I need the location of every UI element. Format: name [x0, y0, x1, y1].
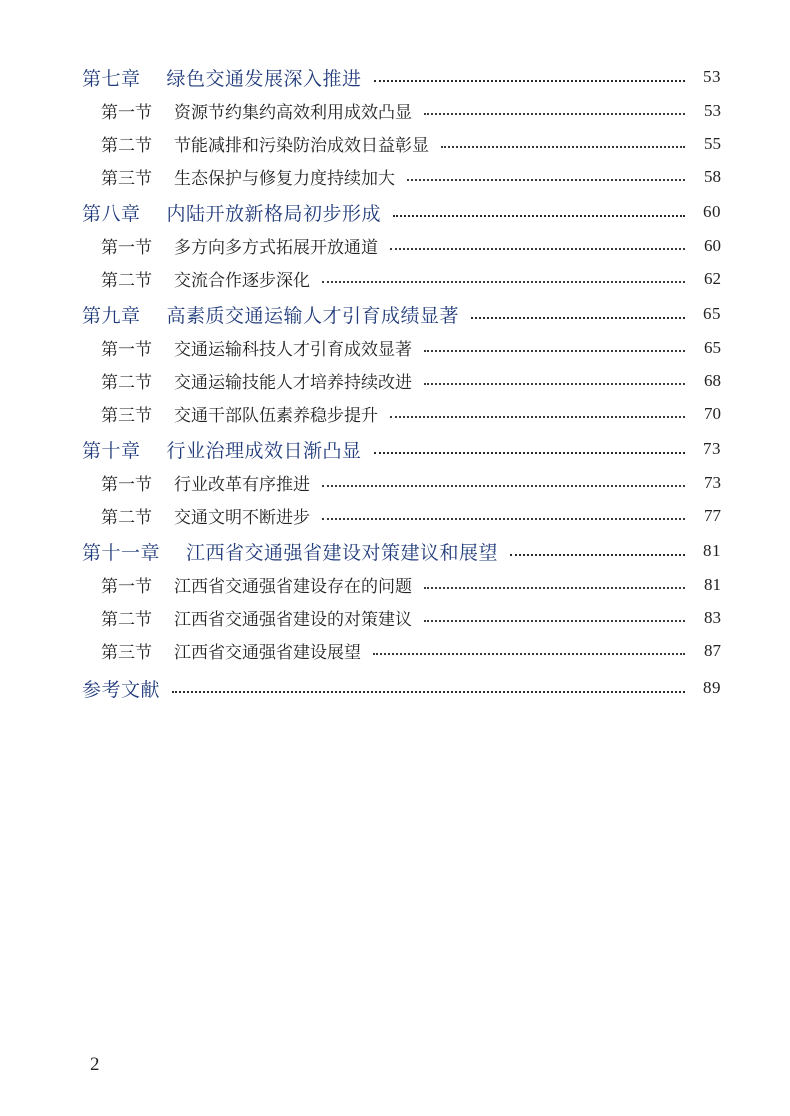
section-number: 第一节	[101, 238, 152, 258]
section-title: 交通文明不断进步	[174, 508, 310, 528]
toc-page-number: 58	[704, 166, 721, 186]
section-number: 第一节	[101, 340, 152, 360]
toc-page-number: 55	[704, 133, 721, 153]
chapter-number: 第七章	[82, 67, 141, 90]
toc-section-row[interactable]	[82, 127, 721, 160]
dot-leader	[471, 316, 685, 319]
dot-leader	[424, 586, 685, 589]
section-title: 交通干部队伍素养稳步提升	[174, 406, 378, 426]
toc-section-row[interactable]	[82, 229, 721, 262]
toc-section-row[interactable]	[82, 601, 721, 634]
toc-page-number: 53	[704, 100, 721, 120]
chapter-number: 第十一章	[82, 541, 161, 564]
chapter-title: 绿色交通发展深入推进	[166, 67, 362, 90]
section-number: 第三节	[101, 169, 152, 189]
section-title: 交通运输科技人才引育成效显著	[174, 340, 412, 360]
toc-page-number: 73	[704, 472, 721, 492]
toc-page-number: 68	[704, 370, 721, 390]
toc-page-number: 81	[704, 574, 721, 594]
dot-leader	[424, 382, 685, 385]
section-number: 第一节	[101, 475, 152, 495]
section-number: 第一节	[101, 103, 152, 123]
toc-page-number: 87	[704, 640, 721, 660]
section-title: 资源节约集约高效利用成效凸显	[174, 103, 412, 123]
dot-leader	[393, 214, 685, 217]
toc-section-row[interactable]	[82, 397, 721, 430]
dot-leader	[424, 349, 685, 352]
toc-section-row[interactable]	[82, 466, 721, 499]
section-number: 第二节	[101, 373, 152, 393]
toc-chapter-row[interactable]	[82, 534, 721, 568]
chapter-title: 高素质交通运输人才引育成绩显著	[166, 304, 460, 327]
chapter-title: 江西省交通强省建设对策建议和展望	[186, 541, 499, 564]
toc-page-number: 53	[703, 67, 721, 86]
dot-leader	[441, 145, 685, 148]
table-of-contents	[82, 58, 721, 705]
toc-page-number: 60	[703, 202, 721, 221]
section-title: 江西省交通强省建设的对策建议	[174, 610, 412, 630]
section-number: 第二节	[101, 271, 152, 291]
chapter-title: 行业治理成效日渐凸显	[166, 439, 362, 462]
dot-leader	[390, 247, 685, 250]
section-title: 生态保护与修复力度持续加大	[174, 169, 395, 189]
toc-chapter-row[interactable]	[82, 195, 721, 229]
dot-leader	[510, 553, 685, 556]
toc-page-number: 60	[704, 235, 721, 255]
chapter-title: 内陆开放新格局初步形成	[166, 202, 382, 225]
dot-leader	[172, 690, 685, 693]
dot-leader	[322, 280, 685, 283]
toc-page-number: 81	[703, 541, 721, 560]
toc-section-row[interactable]	[82, 499, 721, 532]
section-number: 第三节	[101, 643, 152, 663]
toc-section-row[interactable]	[82, 160, 721, 193]
toc-page-number: 65	[703, 304, 721, 323]
toc-section-row[interactable]	[82, 634, 721, 667]
chapter-number: 第八章	[82, 202, 141, 225]
toc-section-row[interactable]	[82, 94, 721, 127]
chapter-number: 第十章	[82, 439, 141, 462]
dot-leader	[390, 415, 685, 418]
toc-page-number: 73	[703, 439, 721, 458]
toc-chapter-row[interactable]	[82, 60, 721, 94]
section-number: 第二节	[101, 136, 152, 156]
toc-section-row[interactable]	[82, 331, 721, 364]
section-number: 第二节	[101, 508, 152, 528]
section-title: 江西省交通强省建设展望	[174, 643, 361, 663]
toc-page-number: 89	[703, 678, 721, 697]
chapter-title: 参考文献	[82, 678, 161, 701]
toc-chapter-row[interactable]	[82, 671, 721, 705]
dot-leader	[322, 517, 685, 520]
dot-leader	[374, 79, 685, 82]
dot-leader	[424, 619, 685, 622]
chapter-number: 第九章	[82, 304, 141, 327]
toc-section-row[interactable]	[82, 262, 721, 295]
toc-page-number: 70	[704, 403, 721, 423]
dot-leader	[407, 178, 685, 181]
section-title: 多方向多方式拓展开放通道	[174, 238, 378, 258]
section-number: 第二节	[101, 610, 152, 630]
toc-page-number: 77	[704, 505, 721, 525]
section-title: 江西省交通强省建设存在的问题	[174, 577, 412, 597]
dot-leader	[424, 112, 685, 115]
section-title: 节能减排和污染防治成效日益彰显	[174, 136, 429, 156]
page-number: 2	[90, 1054, 100, 1075]
toc-chapter-row[interactable]	[82, 297, 721, 331]
section-title: 交流合作逐步深化	[174, 271, 310, 291]
toc-page-number: 65	[704, 337, 721, 357]
toc-chapter-row[interactable]	[82, 432, 721, 466]
toc-page-number: 62	[704, 268, 721, 288]
toc-section-row[interactable]	[82, 568, 721, 601]
section-number: 第一节	[101, 577, 152, 597]
toc-section-row[interactable]	[82, 364, 721, 397]
dot-leader	[322, 484, 685, 487]
dot-leader	[374, 451, 685, 454]
dot-leader	[373, 652, 685, 655]
section-title: 行业改革有序推进	[174, 475, 310, 495]
section-title: 交通运输技能人才培养持续改进	[174, 373, 412, 393]
section-number: 第三节	[101, 406, 152, 426]
toc-page-number: 83	[704, 607, 721, 627]
